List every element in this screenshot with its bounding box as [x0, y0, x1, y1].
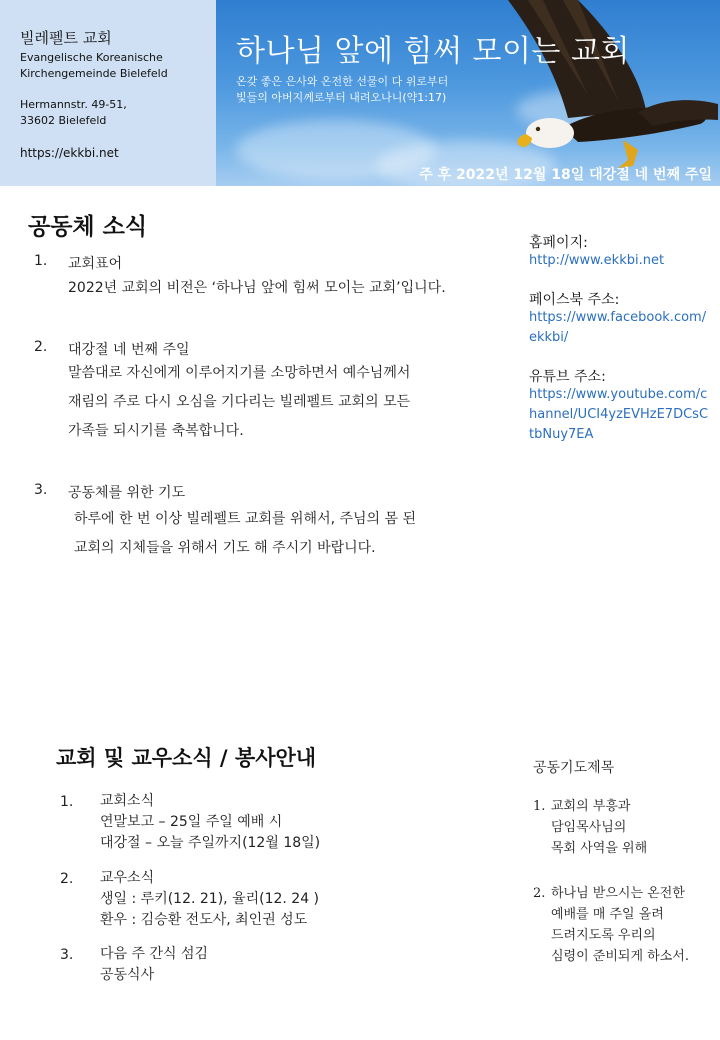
- homepage-link[interactable]: http://www.ekkbi.net: [529, 253, 665, 268]
- prayer-item-2-number: 2.: [533, 886, 546, 901]
- news-item-2-line-3: 가족들 되시기를 축복합니다.: [68, 423, 244, 439]
- address-line-2: 33602 Bielefeld: [20, 114, 107, 127]
- news-item-3-heading: 공동체를 위한 기도: [68, 485, 186, 501]
- church-news-item-1: [100, 791, 320, 854]
- church-news-item-2: [100, 868, 319, 931]
- church-news-item-3-line-2: 공동식사: [100, 967, 155, 983]
- banner: [216, 0, 720, 186]
- church-news-section-title: 교회 및 교우소식 / 봉사안내: [56, 746, 317, 770]
- news-item-3-body: [74, 505, 416, 563]
- church-news-item-1-line-1: 교회소식: [100, 793, 155, 809]
- church-website[interactable]: https://ekkbi.net: [20, 146, 119, 160]
- prayer-item-1-line-3: 목회 사역을 위해: [551, 841, 648, 856]
- church-news-item-1-number: 1.: [60, 794, 74, 810]
- church-name: 빌레펠트 교회: [20, 29, 112, 47]
- church-info-box: [0, 0, 216, 186]
- banner-verse: [236, 74, 448, 106]
- address-line-1: Hermannstr. 49-51,: [20, 98, 127, 111]
- prayer-item-2-line-2: 예배를 매 주일 올려: [551, 907, 664, 922]
- youtube-link[interactable]: https://www.youtube.com/channel/UCI4yzEVHzE7DCsCtbNuy7EA: [529, 387, 709, 442]
- church-news-item-3-line-1: 다음 주 간식 섬김: [100, 946, 209, 962]
- prayer-item-1-line-1: 교회의 부흥과: [551, 799, 631, 814]
- church-news-item-3: [100, 944, 208, 986]
- facebook-label: 페이스북 주소:: [529, 292, 620, 308]
- news-item-3-line-1: 하루에 한 번 이상 빌레펠트 교회를 위해서, 주님의 몸 된: [74, 511, 417, 527]
- news-item-2-number: 2.: [34, 339, 48, 355]
- prayer-item-2-line-3: 드려지도록 우리의: [551, 928, 656, 943]
- news-section-title: 공동체 소식: [28, 214, 148, 240]
- facebook-link[interactable]: https://www.facebook.com/ekkbi/: [529, 310, 707, 345]
- news-item-3-number: 3.: [34, 482, 48, 498]
- church-news-item-3-number: 3.: [60, 947, 74, 963]
- church-name-german-1: Evangelische Koreanische: [20, 51, 163, 64]
- news-item-2-body: [68, 359, 410, 446]
- prayer-item-1: [551, 796, 647, 859]
- church-news-item-1-line-2: 연말보고 – 25일 주일 예배 시: [100, 814, 283, 830]
- news-item-3-line-2: 교회의 지체들을 위해서 기도 해 주시기 바랍니다.: [74, 540, 376, 556]
- news-item-1-body: [68, 274, 446, 303]
- church-news-item-2-line-2: 생일 : 루키(12. 21), 율리(12. 24 ): [100, 891, 320, 907]
- banner-verse-line-2: 빛들의 아버지께로부터 내려오나니(약1:17): [236, 91, 447, 104]
- homepage-label: 홈페이지:: [529, 235, 588, 251]
- prayer-item-1-number: 1.: [533, 799, 546, 814]
- prayer-section-title: 공동기도제목: [533, 760, 615, 776]
- news-item-1-number: 1.: [34, 253, 48, 269]
- service-date: 주 후 2022년 12월 18일 대강절 네 번째 주일: [419, 167, 712, 183]
- news-item-1-line-1: 2022년 교회의 비전은 ‘하나님 앞에 힘써 모이는 교회’입니다.: [68, 280, 446, 296]
- church-name-german-2: Kirchengemeinde Bielefeld: [20, 67, 168, 80]
- prayer-item-1-line-2: 담임목사님의: [551, 820, 627, 835]
- news-item-2-line-1: 말씀대로 자신에게 이루어지기를 소망하면서 예수님께서: [68, 365, 411, 381]
- banner-title: 하나님 앞에 힘써 모이는 교회: [236, 34, 630, 69]
- church-news-item-2-line-1: 교우소식: [100, 870, 155, 886]
- news-item-2-heading: 대강절 네 번째 주일: [68, 342, 190, 358]
- banner-verse-line-1: 온갖 좋은 은사와 온전한 선물이 다 위로부터: [236, 75, 449, 88]
- prayer-item-2-line-1: 하나님 받으시는 온전한: [551, 886, 685, 901]
- news-item-2-line-2: 재림의 주로 다시 오심을 기다리는 빌레펠트 교회의 모든: [68, 394, 411, 410]
- youtube-label: 유튜브 주소:: [529, 369, 606, 385]
- church-news-item-2-line-3: 환우 : 김승환 전도사, 최인권 성도: [100, 912, 308, 928]
- news-item-1-heading: 교회표어: [68, 256, 123, 272]
- prayer-item-2-line-4: 심령이 준비되게 하소서.: [551, 949, 689, 964]
- church-news-item-2-number: 2.: [60, 871, 74, 887]
- prayer-item-2: [551, 883, 689, 967]
- church-news-item-1-line-3: 대강절 – 오늘 주일까지(12월 18일): [100, 835, 321, 851]
